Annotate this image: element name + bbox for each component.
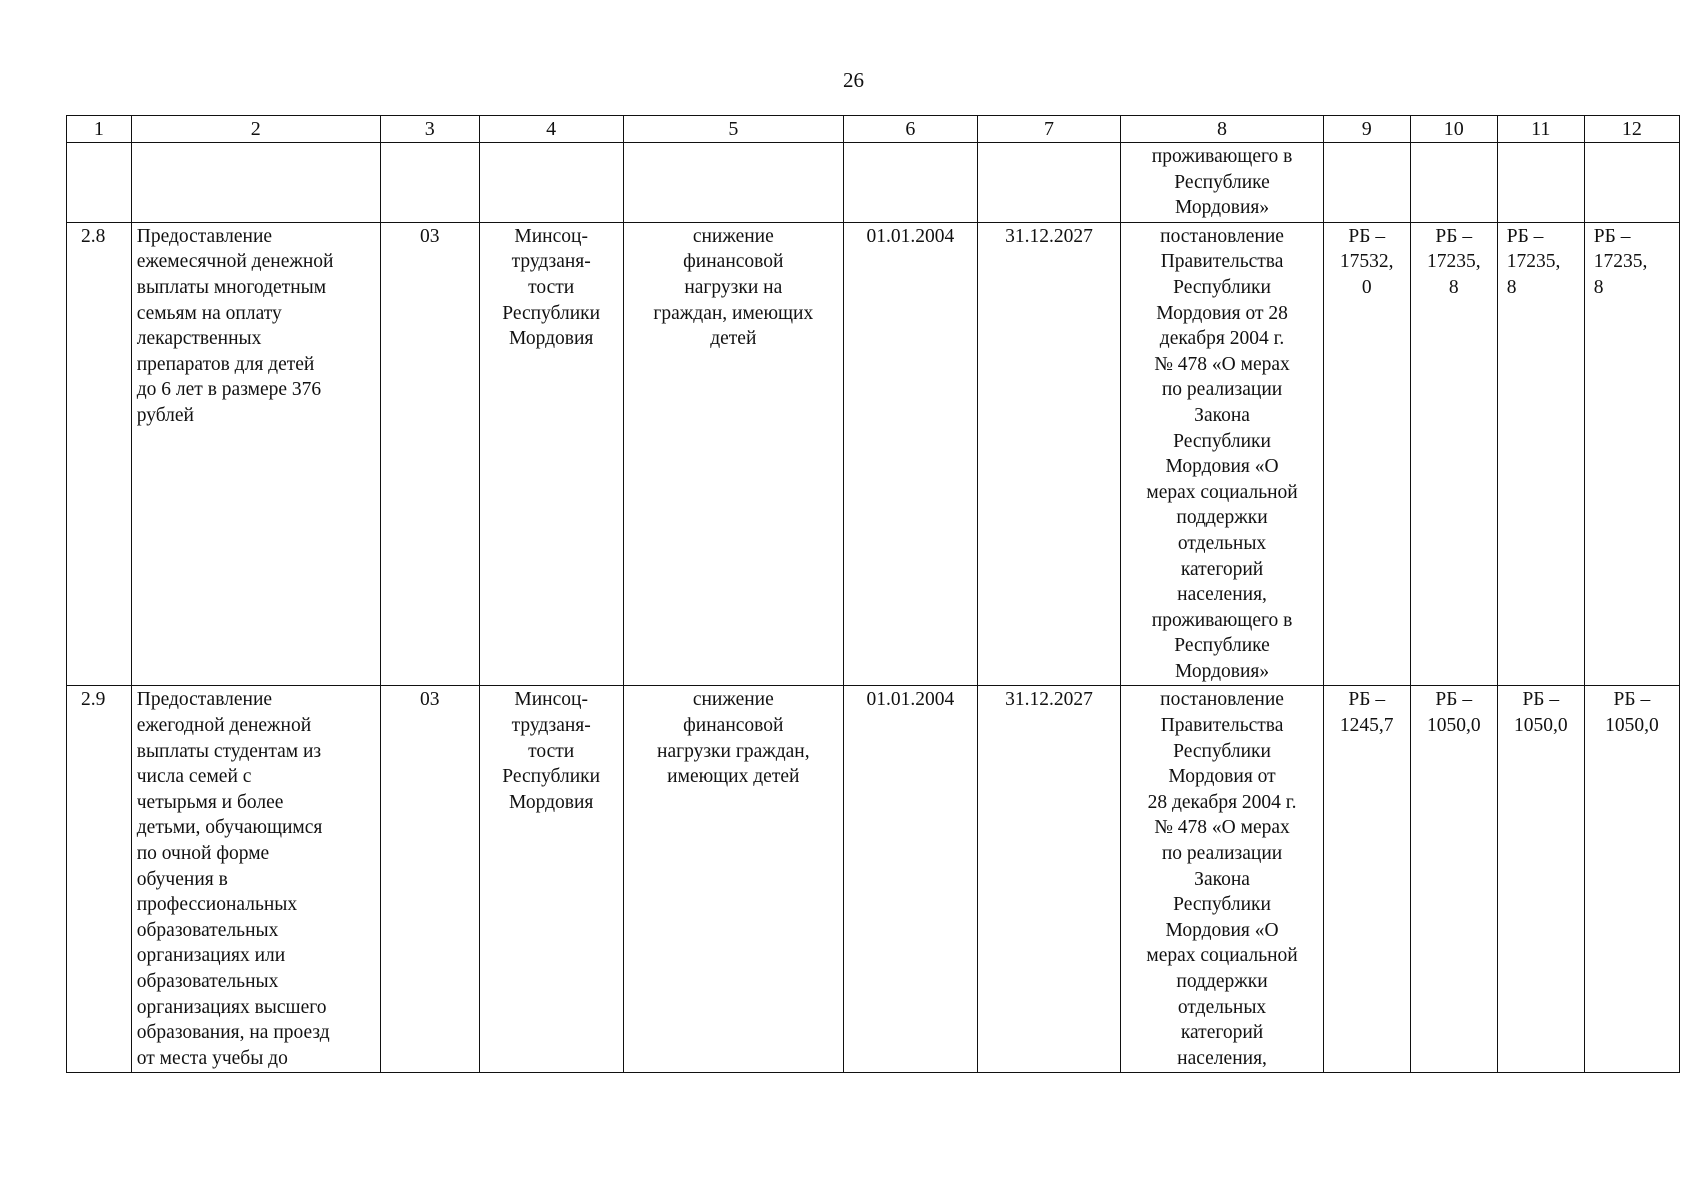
funding-cell — [1410, 686, 1497, 1073]
column-number-row — [67, 116, 1680, 143]
text-line: Республике — [1174, 171, 1270, 193]
table-cell — [844, 143, 978, 223]
text-line: снижение — [692, 225, 774, 247]
text-line: 8 — [1448, 276, 1459, 298]
text-line: ежемесячной денежной — [136, 251, 334, 273]
text-line: поддержки — [1176, 971, 1268, 992]
table-cell — [1497, 143, 1584, 223]
text-line: отдельных — [1177, 532, 1267, 554]
text-line: 8 — [1506, 276, 1517, 298]
text-line: финансовой — [683, 251, 784, 273]
text-line: 8 — [1593, 276, 1604, 298]
column-header: 2 — [131, 116, 380, 143]
text-line: образовательных — [136, 919, 279, 941]
text-line: Мордовия — [508, 328, 594, 350]
text-line: нагрузки на — [684, 276, 783, 298]
text-line: РБ – — [1506, 225, 1544, 247]
text-line: 17235, — [1426, 251, 1481, 273]
text-line: РБ – — [1348, 225, 1386, 247]
measure-cell — [131, 686, 380, 1073]
table-cell — [977, 143, 1121, 223]
text-line: детей — [710, 328, 757, 350]
text-line: Правительства — [1160, 251, 1284, 273]
text-line: граждан, имеющих — [653, 302, 814, 324]
text-line: трудзаня- — [511, 715, 591, 737]
text-line: имеющих детей — [667, 766, 800, 788]
text-line: Мордовия — [508, 791, 594, 813]
start-date-cell: 01.01.2004 — [844, 222, 978, 686]
text-line: рублей — [136, 404, 194, 426]
text-line: образовательных — [136, 971, 279, 992]
text-line: Республики — [502, 766, 601, 788]
legal-basis-cell — [1121, 222, 1323, 686]
code-cell: 03 — [380, 686, 479, 1073]
text-line: до 6 лет в размере 376 — [136, 379, 322, 401]
measures-table — [66, 115, 1680, 1073]
text-line: 1050,0 — [1513, 715, 1568, 737]
text-line: числа семей с — [136, 766, 252, 788]
text-line: 1050,0 — [1605, 715, 1659, 737]
item-number: 2.8 — [67, 222, 132, 686]
column-header: 7 — [977, 116, 1121, 143]
text-line: РБ – — [1593, 225, 1631, 247]
text-line: населения, — [1177, 584, 1267, 606]
text-line: финансовой — [683, 715, 784, 737]
legal-basis-cell — [1121, 143, 1323, 223]
text-line: по реализации — [1161, 843, 1283, 865]
table-row — [67, 222, 1680, 686]
table-cell — [1323, 143, 1410, 223]
funding-cell — [1323, 222, 1410, 686]
text-line: Мордовия от — [1168, 766, 1276, 788]
text-line: постановление — [1160, 689, 1284, 711]
table-row-continuation — [67, 143, 1680, 223]
text-line: Мордовия «О — [1165, 456, 1279, 478]
funding-cell — [1584, 686, 1679, 1073]
text-line: № 478 «О мерах — [1154, 353, 1290, 375]
text-line: тости — [528, 276, 575, 298]
text-line: по очной форме — [136, 843, 270, 865]
text-line: Республики — [1173, 430, 1271, 452]
column-header: 5 — [623, 116, 844, 143]
table-cell — [623, 143, 844, 223]
text-line: организациях или — [136, 945, 286, 967]
column-header: 12 — [1584, 116, 1679, 143]
text-line: выплаты многодетным — [136, 276, 327, 298]
text-line: мерах социальной — [1146, 481, 1298, 503]
text-line: Республики — [1173, 276, 1271, 298]
funding-cell — [1497, 222, 1584, 686]
text-line: Минсоц- — [514, 225, 588, 247]
column-header: 9 — [1323, 116, 1410, 143]
text-line: Мордовия «О — [1165, 919, 1279, 941]
text-line: 0 — [1361, 276, 1372, 298]
text-line: 17235, — [1593, 251, 1648, 273]
text-line: препаратов для детей — [136, 353, 315, 375]
column-header: 10 — [1410, 116, 1497, 143]
item-number: 2.9 — [67, 686, 132, 1073]
executor-cell — [479, 686, 623, 1073]
text-line: 28 декабря 2004 г. — [1147, 791, 1297, 813]
measure-cell — [131, 222, 380, 686]
text-line: РБ – — [1522, 689, 1560, 711]
page-number: 26 — [843, 68, 864, 92]
funding-cell — [1410, 222, 1497, 686]
text-line: Мордовия от 28 — [1156, 302, 1288, 324]
table-cell — [479, 143, 623, 223]
table-cell — [380, 143, 479, 223]
text-line: нагрузки граждан, — [657, 740, 810, 762]
column-header: 11 — [1497, 116, 1584, 143]
text-line: 1245,7 — [1339, 715, 1394, 737]
goal-cell — [623, 686, 844, 1073]
text-line: декабря 2004 г. — [1159, 328, 1285, 350]
column-header: 8 — [1121, 116, 1323, 143]
text-line: поддержки — [1176, 507, 1268, 529]
text-line: № 478 «О мерах — [1154, 817, 1290, 839]
text-line: ежегодной денежной — [136, 715, 312, 737]
text-line: детьми, обучающимся — [136, 817, 323, 839]
end-date-cell: 31.12.2027 — [977, 686, 1121, 1073]
legal-basis-cell — [1121, 686, 1323, 1073]
text-line: РБ – — [1435, 225, 1473, 247]
text-line: лекарственных — [136, 328, 262, 350]
text-line: мерах социальной — [1146, 945, 1298, 967]
executor-cell — [479, 222, 623, 686]
column-header: 3 — [380, 116, 479, 143]
text-line: населения, — [1177, 1047, 1267, 1069]
text-line: выплаты студентам из — [136, 740, 322, 762]
text-line: Предоставление — [136, 225, 273, 247]
table-cell — [131, 143, 380, 223]
text-line: трудзаня- — [511, 251, 591, 273]
text-line: РБ – — [1348, 689, 1386, 711]
text-line: 17235, — [1506, 251, 1561, 273]
text-line: от места учебы до — [136, 1047, 288, 1069]
table-row — [67, 686, 1680, 1073]
text-line: 17532, — [1339, 251, 1394, 273]
text-line: тости — [528, 740, 575, 762]
end-date-cell: 31.12.2027 — [977, 222, 1121, 686]
table-cell — [67, 143, 132, 223]
text-line: РБ – — [1613, 689, 1651, 711]
text-line: снижение — [692, 689, 774, 711]
text-line: по реализации — [1161, 379, 1283, 401]
funding-cell — [1584, 222, 1679, 686]
text-line: Минсоц- — [514, 689, 588, 711]
text-line: Правительства — [1160, 715, 1284, 737]
text-line: Закона — [1194, 404, 1250, 426]
goal-cell — [623, 222, 844, 686]
text-line: проживающего в — [1151, 609, 1293, 631]
text-line: образования, на проезд — [136, 1022, 330, 1044]
funding-cell — [1323, 686, 1410, 1073]
funding-cell — [1497, 686, 1584, 1073]
text-line: отдельных — [1177, 996, 1267, 1018]
text-line: организациях высшего — [136, 996, 327, 1018]
table-cell — [1410, 143, 1497, 223]
text-line: Мордовия» — [1174, 660, 1270, 682]
text-line: Республики — [502, 302, 601, 324]
column-header: 1 — [67, 116, 132, 143]
column-header: 4 — [479, 116, 623, 143]
code-cell: 03 — [380, 222, 479, 686]
text-line: РБ – — [1435, 689, 1473, 711]
table-cell — [1584, 143, 1679, 223]
text-line: четырьмя и более — [136, 791, 284, 813]
text-line: Республики — [1173, 894, 1271, 916]
text-line: категорий — [1180, 1022, 1264, 1044]
text-line: Мордовия» — [1174, 197, 1270, 219]
text-line: проживающего в — [1151, 146, 1293, 167]
text-line: Республики — [1173, 740, 1271, 762]
text-line: профессиональных — [136, 894, 298, 916]
text-line: категорий — [1180, 558, 1264, 580]
text-line: обучения в — [136, 868, 228, 890]
text-line: Предоставление — [136, 689, 273, 711]
text-line: постановление — [1160, 225, 1284, 247]
start-date-cell: 01.01.2004 — [844, 686, 978, 1073]
text-line: 1050,0 — [1426, 715, 1481, 737]
text-line: Республике — [1174, 635, 1270, 657]
column-header: 6 — [844, 116, 978, 143]
text-line: Закона — [1194, 868, 1250, 890]
text-line: семьям на оплату — [136, 302, 282, 324]
